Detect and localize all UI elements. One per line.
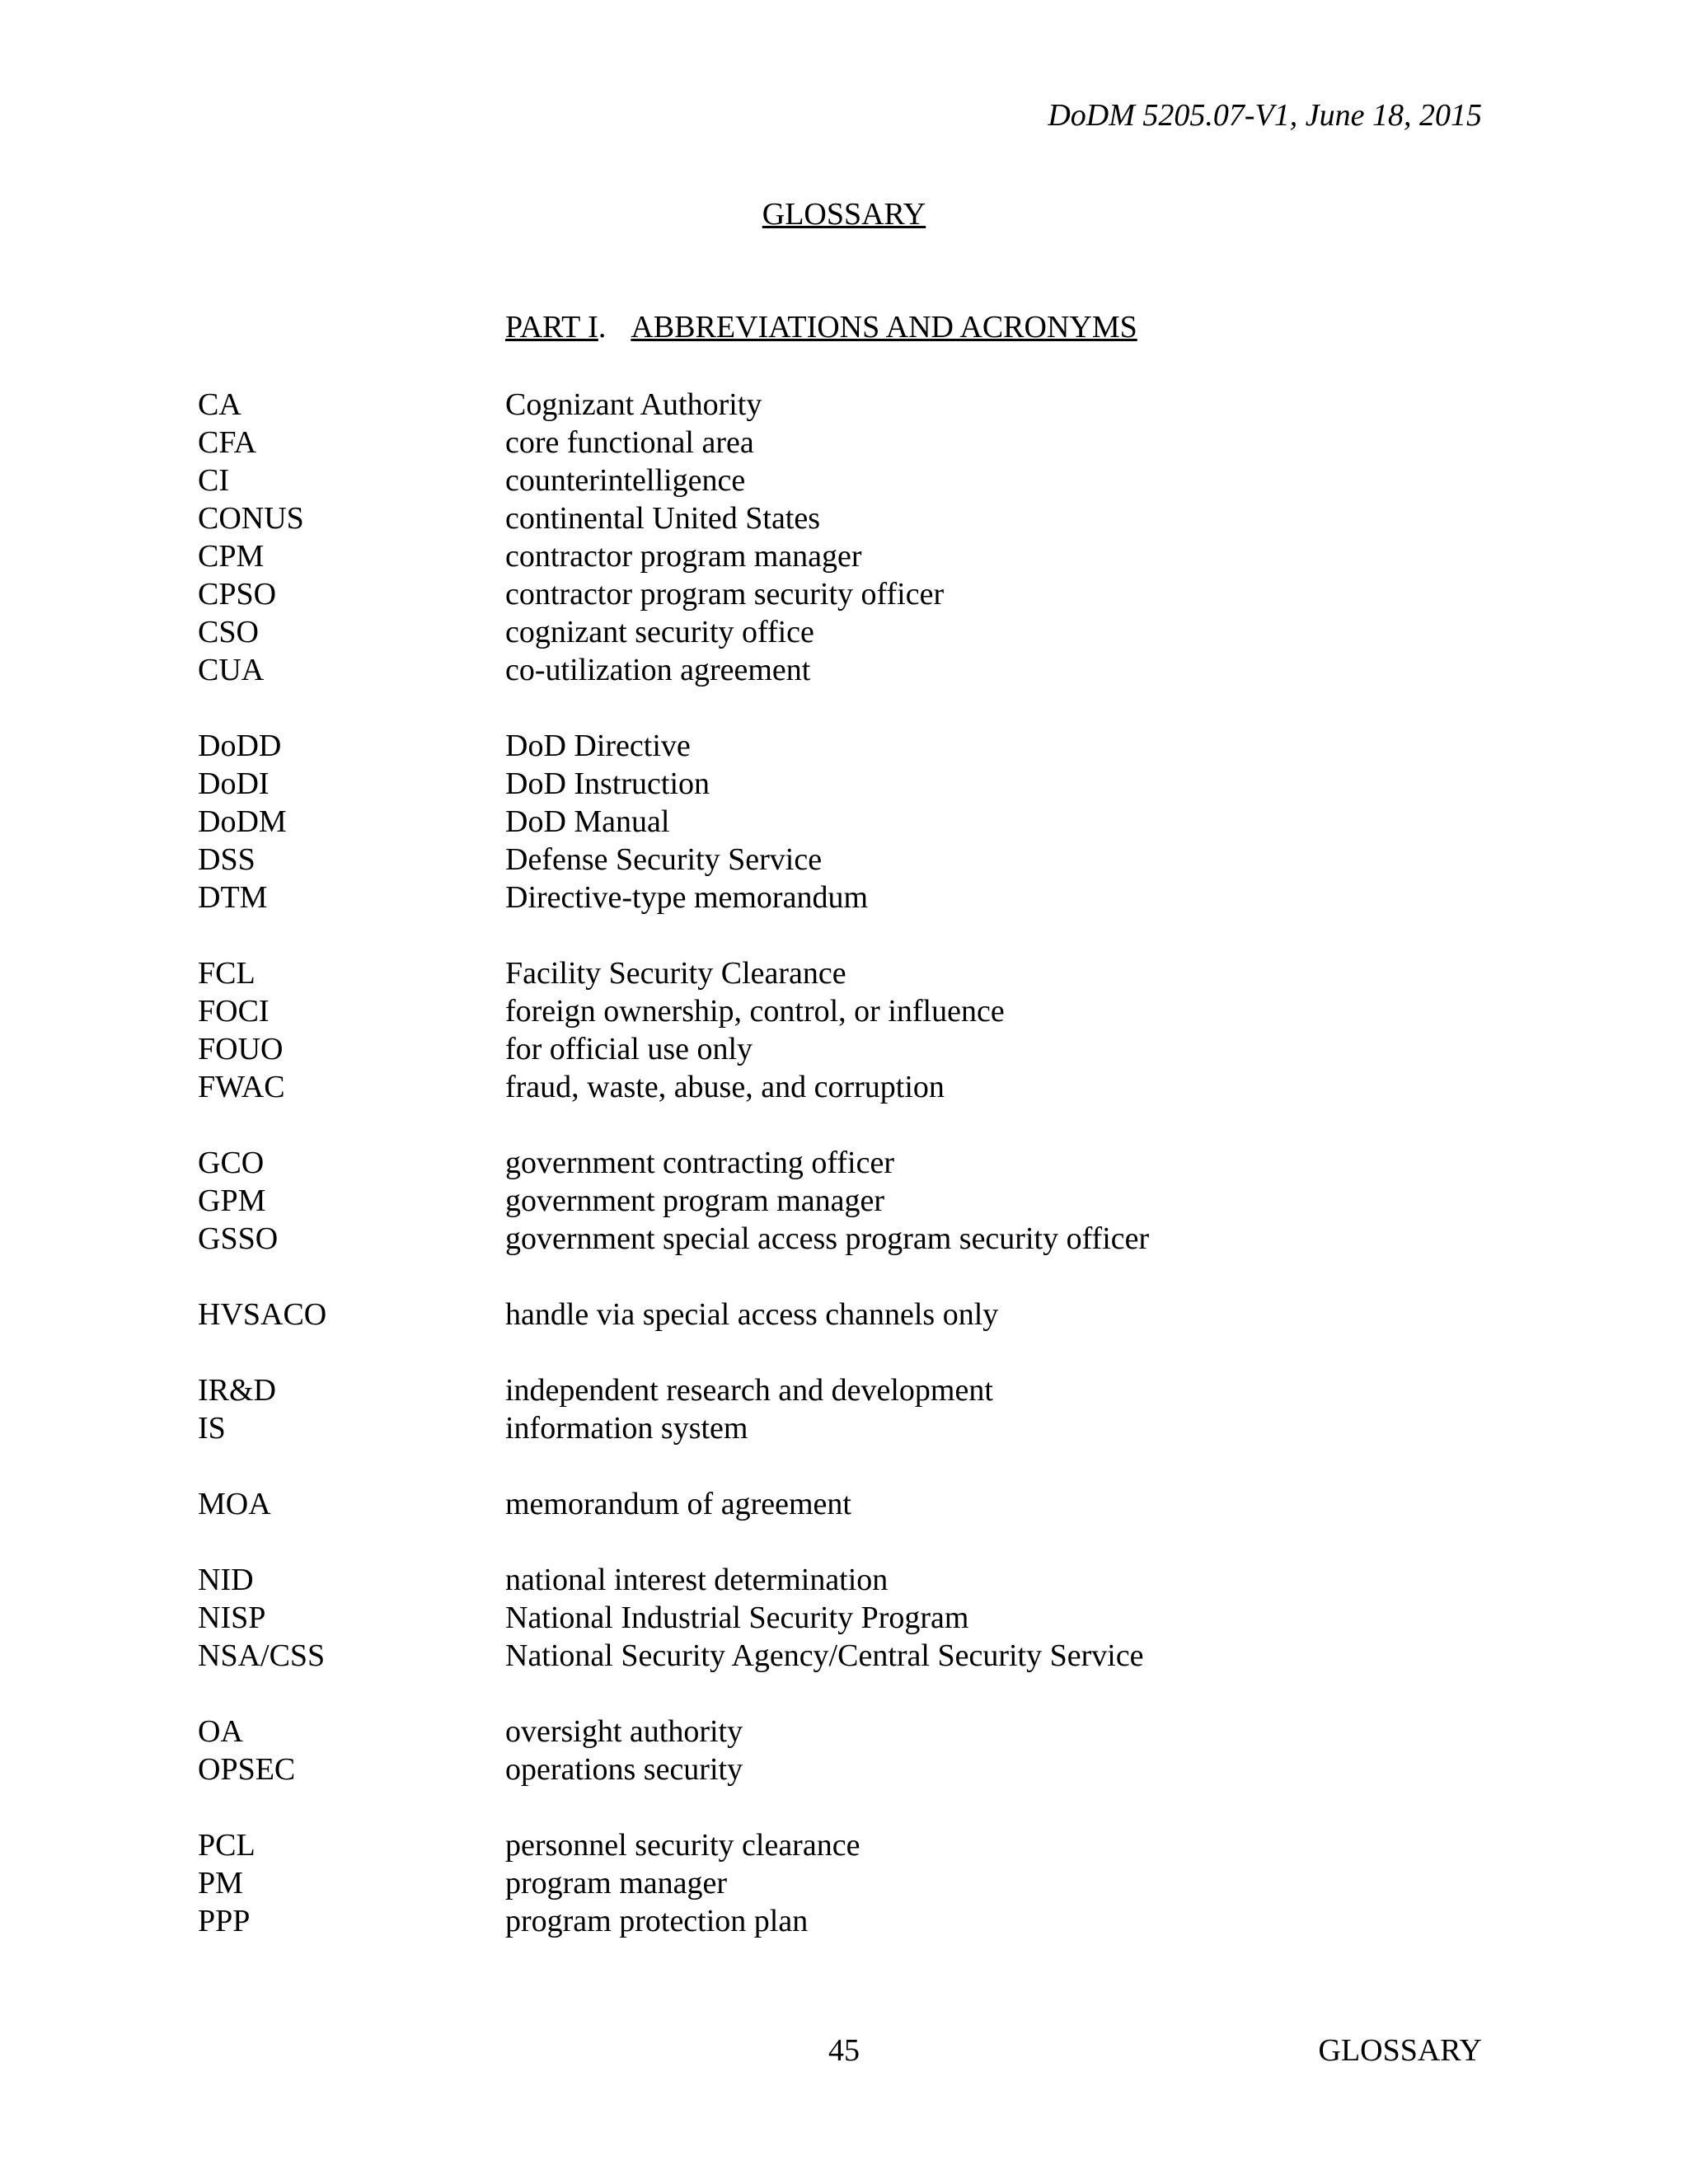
entry-abbreviation: CSO (198, 615, 259, 649)
glossary-entry (198, 1864, 1149, 1902)
entry-abbreviation: CFA (198, 425, 257, 460)
entry-abbreviation: DoDD (198, 729, 282, 763)
glossary-entry (198, 1750, 1149, 1788)
glossary-title: GLOSSARY (762, 197, 926, 232)
glossary-entry (198, 992, 1149, 1030)
entry-definition: contractor program manager (505, 539, 862, 574)
entry-definition: fraud, waste, abuse, and corruption (505, 1070, 945, 1104)
glossary-entry (198, 575, 1149, 613)
entry-definition: operations security (505, 1752, 743, 1787)
entry-abbreviation: PPP (198, 1904, 251, 1938)
entry-abbreviation: OPSEC (198, 1752, 296, 1787)
entry-abbreviation: PM (198, 1866, 243, 1900)
entry-definition: DoD Directive (505, 729, 691, 763)
entry-group-m (198, 1485, 1149, 1523)
entry-definition: program protection plan (505, 1904, 809, 1938)
glossary-entry (198, 1068, 1149, 1106)
glossary-entry (198, 499, 1149, 537)
glossary-entry (198, 954, 1149, 992)
glossary-entry (198, 803, 1149, 841)
glossary-entry (198, 424, 1149, 462)
entry-abbreviation: HVSACO (198, 1297, 327, 1332)
entry-definition: independent research and development (505, 1373, 993, 1408)
entry-definition: counterintelligence (505, 463, 746, 498)
entry-definition: Directive-type memorandum (505, 880, 869, 915)
glossary-entry (198, 879, 1149, 916)
entry-abbreviation: DTM (198, 880, 268, 915)
entry-abbreviation: IS (198, 1411, 226, 1446)
entry-definition: handle via special access channels only (505, 1297, 999, 1332)
entry-definition: government program manager (505, 1183, 885, 1218)
glossary-entry (198, 1485, 1149, 1523)
entry-definition: National Industrial Security Program (505, 1601, 969, 1635)
entry-definition: personnel security clearance (505, 1828, 860, 1863)
entry-definition: cognizant security office (505, 615, 814, 649)
glossary-entry (198, 1826, 1149, 1864)
entry-definition: for official use only (505, 1032, 753, 1066)
glossary-entry (198, 462, 1149, 499)
part-heading-text: ABBREVIATIONS AND ACRONYMS (631, 310, 1137, 344)
entry-abbreviation: CA (198, 387, 241, 422)
entry-abbreviation: MOA (198, 1487, 271, 1521)
glossary-entry (198, 537, 1149, 575)
entry-abbreviation: CI (198, 463, 229, 498)
part-period: . (598, 310, 607, 344)
entry-abbreviation: GPM (198, 1183, 266, 1218)
entry-definition: co-utilization agreement (505, 653, 811, 687)
entry-definition: Facility Security Clearance (505, 956, 846, 991)
entry-definition: program manager (505, 1866, 728, 1900)
footer-section-label: GLOSSARY (1318, 2033, 1482, 2068)
glossary-entry (198, 1561, 1149, 1599)
entry-abbreviation: PCL (198, 1828, 256, 1863)
entry-group-o (198, 1713, 1149, 1788)
page-number: 45 (828, 2033, 860, 2068)
entry-abbreviation: NSA/CSS (198, 1638, 326, 1673)
entry-abbreviation: IR&D (198, 1373, 276, 1408)
entry-definition: government contracting officer (505, 1146, 894, 1180)
glossary-entry (198, 765, 1149, 803)
entry-abbreviation: DSS (198, 842, 256, 877)
document-header: DoDM 5205.07-V1, June 18, 2015 (1048, 98, 1482, 133)
glossary-entry (198, 841, 1149, 879)
entry-group-p (198, 1826, 1149, 1940)
glossary-entry (198, 1030, 1149, 1068)
entry-abbreviation: FOCI (198, 994, 270, 1029)
entry-abbreviation: CPSO (198, 577, 277, 612)
entry-definition: memorandum of agreement (505, 1487, 851, 1521)
glossary-entry (198, 1220, 1149, 1258)
entry-abbreviation: OA (198, 1714, 243, 1749)
entry-abbreviation: DoDI (198, 766, 270, 801)
entry-definition: core functional area (505, 425, 754, 460)
entry-abbreviation: CUA (198, 653, 265, 687)
entry-definition: contractor program security officer (505, 577, 945, 612)
entry-abbreviation: FWAC (198, 1070, 285, 1104)
entry-definition: continental United States (505, 501, 821, 536)
glossary-entry (198, 1713, 1149, 1750)
glossary-entry (198, 613, 1149, 651)
entry-abbreviation: GCO (198, 1146, 265, 1180)
entry-definition: national interest determination (505, 1563, 889, 1597)
glossary-entry (198, 1296, 1149, 1333)
entry-group-h (198, 1296, 1149, 1333)
glossary-entry (198, 1599, 1149, 1637)
glossary-entry (198, 1637, 1149, 1675)
entry-definition: National Security Agency/Central Security Service (505, 1638, 1144, 1673)
entry-abbreviation: FOUO (198, 1032, 284, 1066)
entry-abbreviation: NISP (198, 1601, 266, 1635)
glossary-entry (198, 1371, 1149, 1409)
glossary-entry (198, 651, 1149, 689)
glossary-entry (198, 1144, 1149, 1182)
abbreviation-list (198, 386, 1149, 1978)
entry-group-i (198, 1371, 1149, 1447)
entry-group-g (198, 1144, 1149, 1258)
entry-abbreviation: NID (198, 1563, 254, 1597)
entry-group-f (198, 954, 1149, 1106)
entry-group-d (198, 727, 1149, 916)
glossary-entry (198, 1182, 1149, 1220)
glossary-entry (198, 727, 1149, 765)
entry-definition: government special access program security officer (505, 1221, 1150, 1256)
entry-abbreviation: CPM (198, 539, 265, 574)
entry-definition: Defense Security Service (505, 842, 823, 877)
entry-abbreviation: CONUS (198, 501, 304, 536)
glossary-entry (198, 1902, 1149, 1940)
entry-group-c (198, 386, 1149, 689)
entry-definition: foreign ownership, control, or influence (505, 994, 1005, 1029)
part-heading (505, 309, 1137, 345)
entry-abbreviation: DoDM (198, 804, 287, 839)
part-label: PART I (505, 310, 598, 344)
entry-definition: information system (505, 1411, 748, 1446)
glossary-entry (198, 1409, 1149, 1447)
entry-definition: oversight authority (505, 1714, 743, 1749)
entry-abbreviation: GSSO (198, 1221, 279, 1256)
entry-definition: DoD Instruction (505, 766, 710, 801)
entry-abbreviation: FCL (198, 956, 256, 991)
entry-definition: DoD Manual (505, 804, 670, 839)
entry-definition: Cognizant Authority (505, 387, 762, 422)
entry-group-n (198, 1561, 1149, 1675)
glossary-entry (198, 386, 1149, 424)
